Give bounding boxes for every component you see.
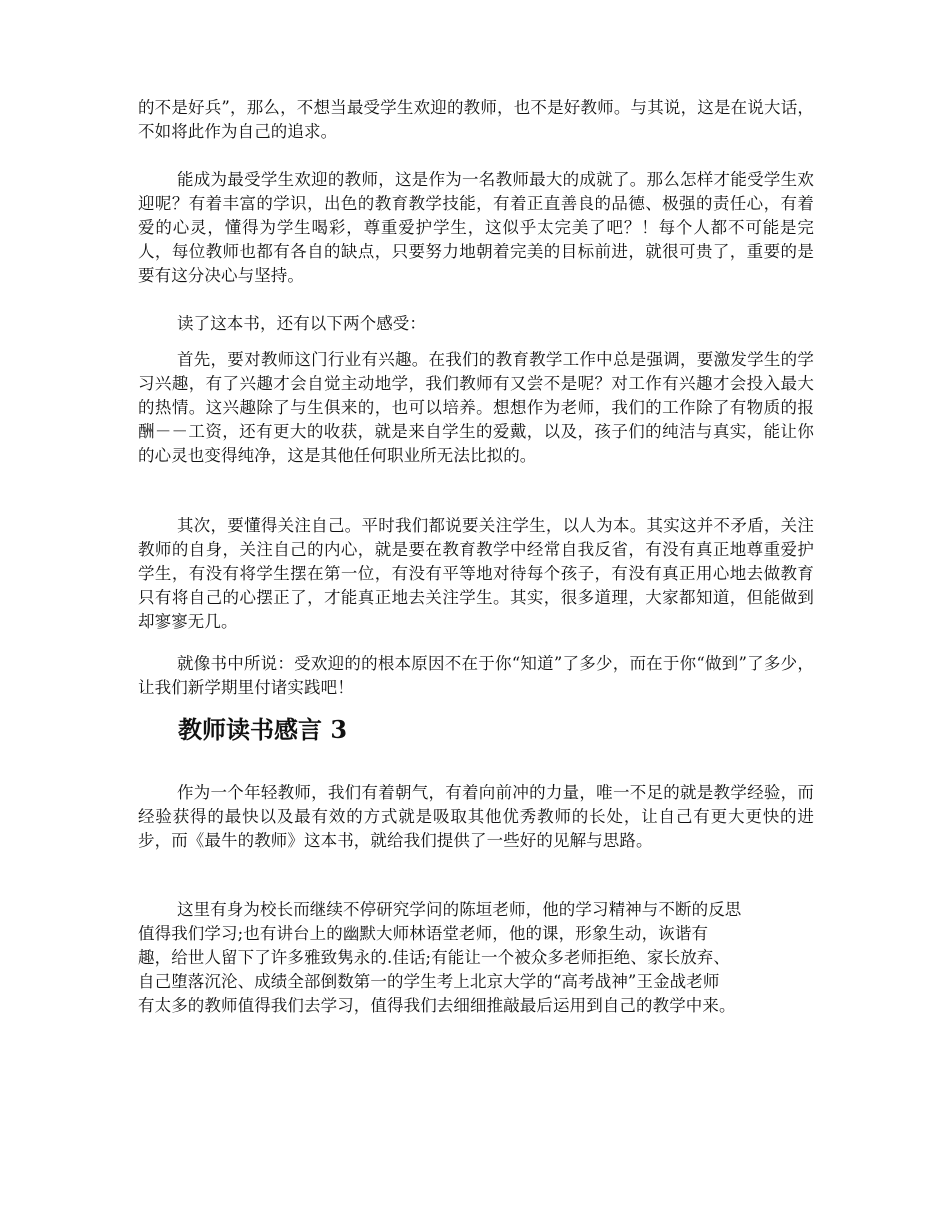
paragraph-intro-continuation: 的不是好兵”，那么，不想当最受学生欢迎的教师，也不是好教师。与其说，这是在说大话，不如将此作为自己的追求。 (138, 98, 814, 141)
paragraph-line: 有太多的教师值得我们去学习，值得我们去细细推敲最后运用到自己的教学中来。 (138, 996, 736, 1015)
paragraph-most-welcomed-teacher: 能成为最受学生欢迎的教师，这是作为一名教师最大的成就了。那么怎样才能受学生欢迎呢？有着丰富的学识，出色的教育教学技能，有着正直善良的品德、极强的责任心，有着爱的心灵，懂得为学生喝彩，尊重爱护学生，这似乎太完美了吧？！每个人都不可能是完人，每位教师也都有各自的缺点，只要努力地朝着完美的目标前进，就很可贵了，重要的是要有这分决心与坚持。 (138, 170, 814, 285)
paragraph-second-self-care: 其次，要懂得关注自己。平时我们都说要关注学生，以人为本。其实这并不矛盾，关注教师的自身，关注自己的内心，就是要在教育教学中经常自我反省，有没有真正地尊重爱护学生，有没有将学生摆在第一位，有没有平等地对待每个孩子，有没有真正用心地去做教育只有将自己的心摆正了，才能真正地去关注学生。其实，很多道理，大家都知道，但能做到却寥寥无几。 (138, 516, 814, 631)
paragraph-young-teacher: 作为一个年轻教师，我们有着朝气，有着向前冲的力量，唯一不足的就是教学经验，而经验获得的最快以及最有效的方式就是吸取其他优秀教师的长处，让自己有更大更快的进步，而《最牛的教师》这本书，就给我们提供了一些好的见解与思路。 (138, 783, 814, 850)
paragraph-line: 这里有身为校长而继续不停研究学问的陈垣老师，他的学习精神与不断的反思 (177, 900, 742, 919)
paragraph-two-feelings: 读了这本书，还有以下两个感受： (177, 314, 426, 333)
paragraph-book-quote: 就像书中所说：受欢迎的的根本原因不在于你“知道”了多少，而在于你“做到”了多少，让我们新学期里付诸实践吧！ (138, 654, 814, 697)
paragraph-line: 自己堕落沉沦、成绩全部倒数第一的学生考上北京大学的“高考战神”王金战老师 (138, 972, 720, 991)
paragraph-teacher-examples (138, 898, 814, 1018)
paragraph-first-interest: 首先，要对教师这门行业有兴趣。在我们的教育教学工作中总是强调，要激发学生的学习兴趣，有了兴趣才会自觉主动地学，我们教师有又尝不是呢？对工作有兴趣才会投入最大的热情。这兴趣除了与生俱来的，也可以培养。想想作为老师，我们的工作除了有物质的报酬－－工资，还有更大的收获，就是来自学生的爱戴，以及，孩子们的纯洁与真实，能让你的心灵也变得纯净，这是其他任何职业所无法比拟的。 (138, 350, 814, 465)
paragraph-line: 值得我们学习;也有讲台上的幽默大师林语堂老师，他的课，形象生动，诙谐有 (138, 924, 709, 943)
section-heading: 教师读书感言 3 (178, 715, 348, 744)
paragraph-line: 趣，给世人留下了许多雅致隽永的.佳话;有能让一个被众多老师拒绝、家长放弃、 (138, 948, 731, 967)
